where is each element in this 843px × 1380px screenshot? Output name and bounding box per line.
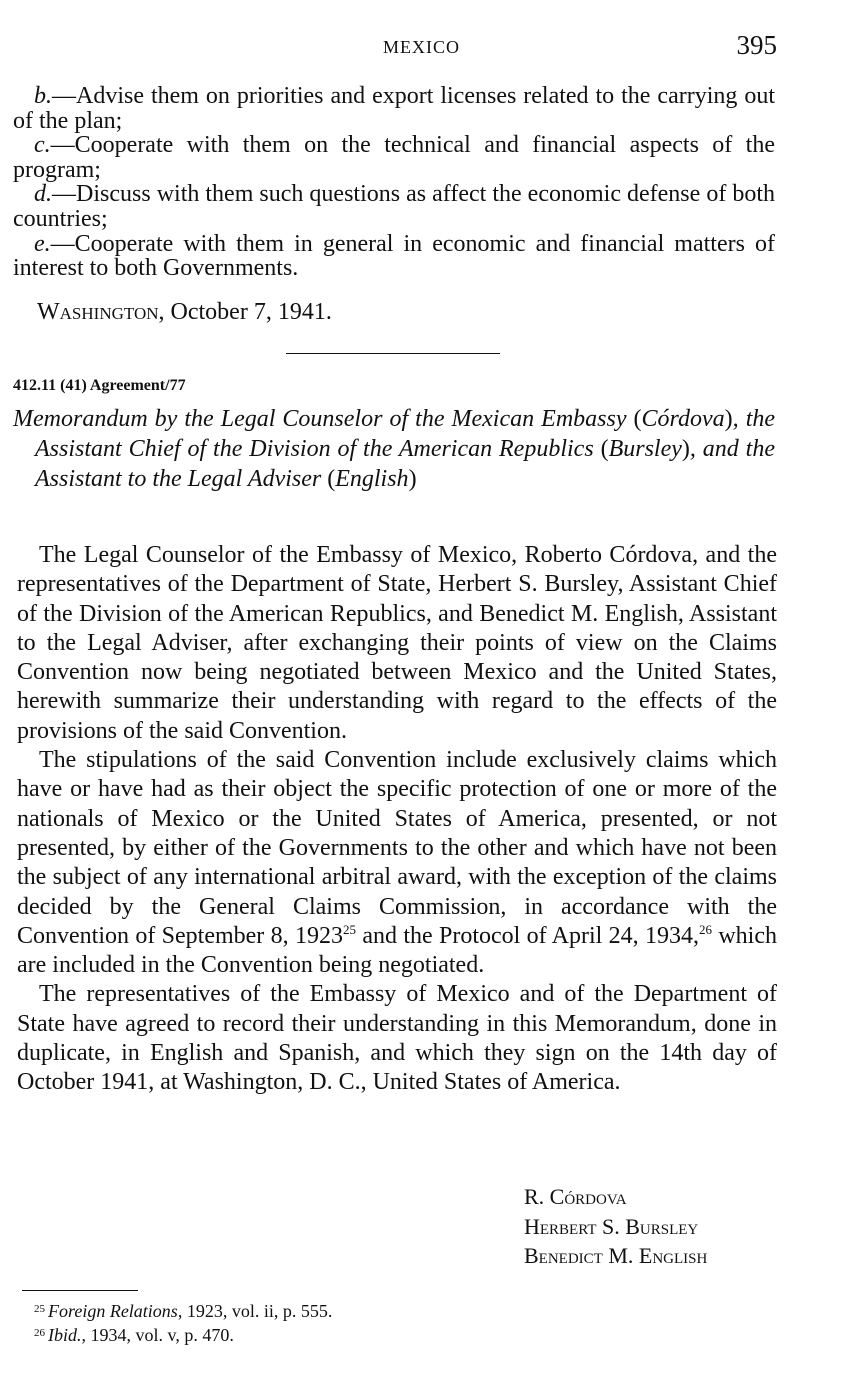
paragraph-2-text-a: The stipulations of the said Convention include exclusively claims which have or have had as their object the specific protection of one or more of the nationals of Mexico or the United States of America, presented, or not presented, by either of the Governments to the other and which have not been the subject of any international arbitral award, with the exception of the claims decided by the General Claims Commission, in accordance with the Convention of September 8, 1923 [17,747,777,949]
footnote-ref-26[interactable]: 26 [699,921,712,937]
footnotes [34,1298,332,1346]
list-marker: e. [34,230,51,257]
list-item [13,133,775,182]
file-number: 412.11 (41) Agreement/77 [13,377,186,394]
section-divider [286,353,500,354]
paragraph-1: The Legal Counselor of the Embassy of Mexico, Roberto Córdova, and the representatives of the Department of State, Herbert S. Bursley, Assistant Chief of the Division of the American Republics, and Benedict M. English, Assistant to the Legal Adviser, after exchanging their points of view on the Claims Convention now being negotiated between Mexico and the United States, herewith summarize their understanding with regard to the effects of the provisions of the said Convention. [17,542,777,744]
footnote-divider [22,1290,138,1291]
list-item-text: —Advise them on priorities and export licenses related to the carrying out of the plan; [13,83,775,134]
paragraph-3: The representatives of the Embassy of Mexico and of the Department of State have agreed to record their understanding in this Memorandum, done in duplicate, in English and Spanish, and which they sign on the 14th day of October 1941, at Washington, D. C., United States of America. [17,981,777,1096]
footnote-text: , 1934, vol. v, p. 470. [81,1325,234,1345]
memo-heading-name2-text: Bursley [608,436,682,462]
footnote-26 [34,1322,332,1346]
list-item-text: —Discuss with them such questions as affect the economic defense of both countries; [13,181,775,232]
signature-bursley: Herbert S. Bursley [524,1213,699,1239]
memo-heading-name2: (Bursley) [600,436,690,462]
list-item [13,84,775,133]
dateline-date: , October 7, 1941. [158,299,332,325]
footnote-ref-25[interactable]: 25 [342,921,356,937]
running-head-title: MEXICO [383,37,460,57]
signature-english: Benedict M. English [524,1243,708,1268]
memo-heading-name1: (Córdova) [633,406,733,432]
signature-cordova: R. Córdova [524,1184,627,1209]
footnote-title: Ibid. [48,1325,82,1345]
memo-heading-name3-text: English [335,466,409,492]
memo-body [17,541,777,1098]
paragraph-2-text-c: which are included in the Convention being negotiated. [17,922,777,979]
memo-heading-part3: , and the Assistant to the Legal Adviser [35,436,776,492]
memo-heading-part1: Memorandum by the Legal Counselor of the Mexican Embassy [13,406,627,432]
memo-heading-name3: (English) [327,466,417,492]
list-item [13,182,775,231]
running-head [0,30,843,64]
paragraph-2 [17,746,777,980]
page-number: 395 [736,30,777,60]
footnote-25 [34,1298,332,1322]
footnote-number: 26 [34,1327,45,1339]
signature-block [524,1182,707,1271]
list-marker: b. [34,83,52,109]
memo-heading-name1-text: Córdova [641,406,725,432]
dateline-place: Washington [37,299,159,325]
instruction-list [13,84,775,281]
memo-heading-part2: , the Assistant Chief of the Division of the American Republics [35,406,776,462]
memo-heading [13,404,775,494]
dateline [37,299,332,326]
paragraph-2-text-b: and the Protocol of April 24, 1934, [355,922,699,949]
footnote-title: Foreign Relations [48,1301,178,1321]
list-item [13,232,775,281]
list-item-text: —Cooperate with them in general in economic and financial matters of interest to both Governments. [13,230,775,282]
footnote-number: 25 [34,1303,45,1315]
footnote-text: , 1923, vol. ii, p. 555. [177,1301,333,1321]
list-marker: d. [34,181,52,208]
list-item-text: —Cooperate with them on the technical and financial aspects of the program; [13,132,775,183]
list-marker: c. [34,132,51,159]
